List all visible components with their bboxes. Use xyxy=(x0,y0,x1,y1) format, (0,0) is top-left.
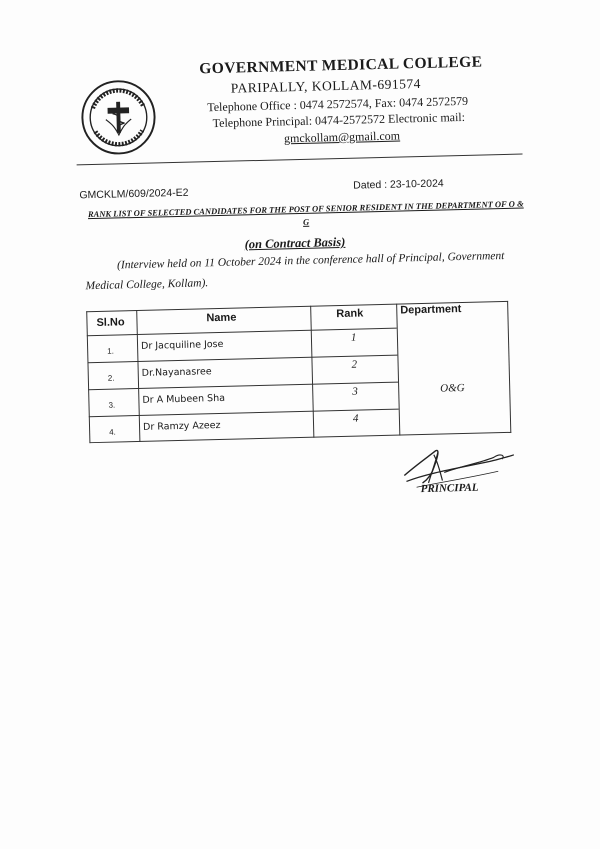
row-1-slno: 1. xyxy=(107,346,114,356)
table-column-border xyxy=(310,306,314,438)
interview-note-text: (Interview held on 11 October 2024 in the conference hall of Principal, Government Medical College, Kollam). xyxy=(85,249,505,293)
college-address: PARIPALLY, KOLLAM-691574 xyxy=(230,75,422,96)
table-column-border xyxy=(396,304,400,436)
dated: Dated : 23-10-2024 xyxy=(353,177,444,192)
row-3-rank: 3 xyxy=(352,385,358,398)
row-2-name: Dr.Nayanasree xyxy=(141,366,212,379)
row-4-name: Dr Ramzy Azeez xyxy=(142,419,221,433)
row-3-name: Dr A Mubeen Sha xyxy=(142,392,226,406)
header-rank: Rank xyxy=(336,307,364,321)
college-name: GOVERNMENT MEDICAL COLLEGE xyxy=(199,53,483,78)
header-slno: Sl.No xyxy=(96,316,125,329)
principal-designation: PRINCIPAL xyxy=(420,481,479,496)
row-1-name: Dr Jacquiline Jose xyxy=(140,338,224,352)
table-column-border xyxy=(136,310,140,442)
row-2-rank: 2 xyxy=(351,358,358,371)
telephone-principal: Telephone Principal: 0474-2572572 Electronic mail: xyxy=(212,109,466,131)
header-name: Name xyxy=(206,311,237,325)
row-4-rank: 4 xyxy=(352,412,359,425)
email-address: gmckollam@gmail.com xyxy=(283,128,401,146)
telephone-office: Telephone Office : 0474 2572574, Fax: 0474 2572579 xyxy=(207,93,469,115)
interview-note xyxy=(85,245,534,296)
table-border-left xyxy=(86,311,90,443)
row-2-slno: 2. xyxy=(107,373,115,383)
rank-list-title: RANK LIST OF SELECTED CANDIDATES FOR THE POST OF SENIOR RESIDENT IN THE DEPARTMENT OF O & G xyxy=(87,198,524,227)
college-seal-emblem xyxy=(79,77,159,157)
contract-basis: (on Contract Basis) xyxy=(244,234,346,252)
department-value: O&G xyxy=(440,382,465,395)
header-department: Department xyxy=(400,303,462,317)
row-4-slno: 4. xyxy=(109,427,116,437)
row-3-slno: 3. xyxy=(108,400,116,410)
rank-table xyxy=(86,301,511,443)
table-border-right xyxy=(507,301,511,433)
row-1-rank: 1 xyxy=(350,331,357,344)
reference-number: GMCKLM/609/2024-E2 xyxy=(79,186,189,202)
